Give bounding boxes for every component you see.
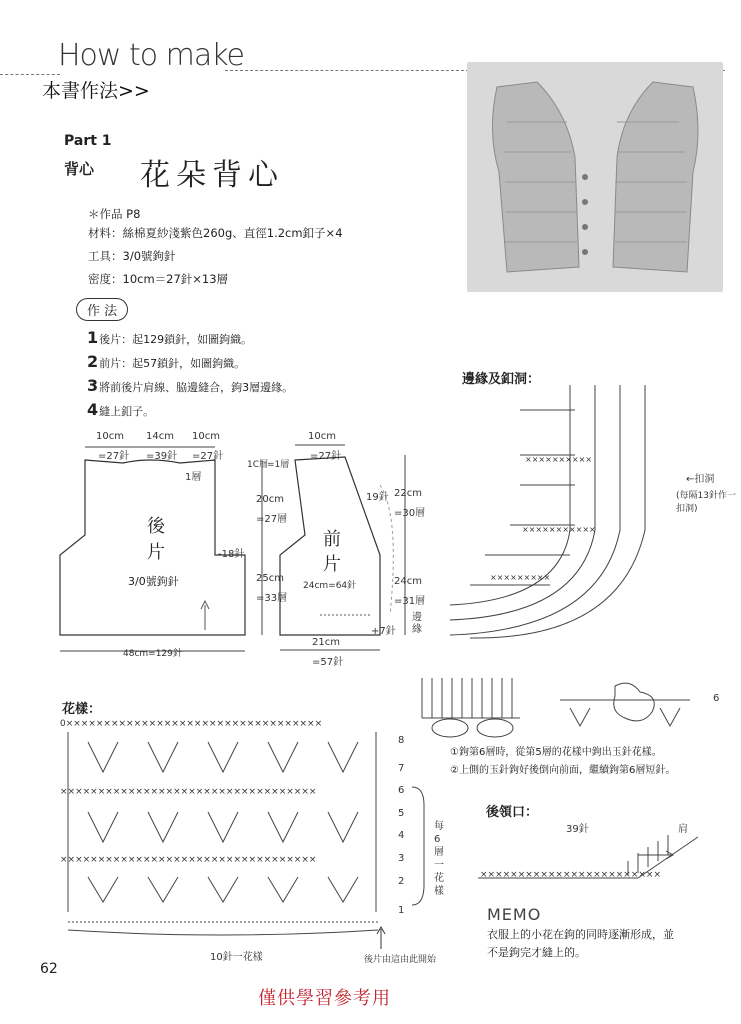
front-mid-label: 20cm [256,494,284,505]
part-name: 背心 [64,160,95,178]
info-tool: 工具：3/0號鉤針 [88,249,176,263]
back-layer-label: 1層 [185,472,202,483]
front-right-label-2: 24cm [394,576,422,587]
back-top-label-6: =27針 [192,451,224,462]
front-top-label-2: =27針 [310,451,342,462]
pattern-row-3: 3 [398,853,405,864]
svg-text:××××××××××××××××××××××××: ×××××××××××××××××××××××× [480,870,661,880]
part-label: Part 1 [64,133,112,149]
back-top-label-3: 14cm [146,431,174,442]
back-top-label-1: 10cm [96,431,124,442]
method-step-4: 4縫上釦子。 [87,400,155,419]
pattern-row-8: 8 [398,735,405,746]
border-chart [430,380,680,640]
pattern-chart [58,712,388,942]
back-hook: 3/0號鉤針 [128,575,179,588]
method-badge: 作 法 [76,298,128,321]
front-mid-label-2: =27層 [256,514,288,525]
front-top-label: 10cm [308,431,336,442]
svg-text:××××××××××××××××××××××××××××××: ×××××××××××××××××××××××××××××××××× [60,855,317,865]
pattern-repeat-note: 每6層一花樣 [434,821,444,897]
pattern-row-2: 2 [398,876,405,887]
pattern-repeat-bottom: 10針一花樣 [210,952,263,963]
back-top-label-2: =27針 [98,451,130,462]
front-side-label: 1C層 [247,460,269,470]
front-lower-label-2: =33層 [256,593,288,604]
pattern-repeat-bracket [410,785,430,910]
pattern-row-5: 5 [398,808,405,819]
svg-text:××××××××××: ×××××××××× [525,455,593,464]
watermark-text: 僅供學習參考用 [258,988,391,1009]
pattern-start-note: 後片由這由此開始 [364,955,437,965]
flower-note-1: ①鉤第6層時，從第5層的花樣中鉤出玉針花樣。 [450,747,662,758]
memo-line-2: 不是鉤完才縫上的。 [487,946,586,959]
info-item: ＊作品 P8 [88,207,141,221]
flower-detail-diagram [420,668,720,740]
front-right-label-1: 22cm [394,488,422,499]
neck-stitches-label: 39針 [566,824,589,835]
front-shoulder-label: 19針 [366,492,389,503]
back-bottom-label: 48cm=129針 [123,649,182,659]
front-width-label: 24cm=64針 [303,581,357,591]
front-right-label-2b: =31層 [394,596,426,607]
header-divider-left [0,74,60,75]
back-side-label: -18針 [218,549,245,560]
back-top-label-4: =39針 [146,451,178,462]
method-step-3: 3將前後片肩線、脇邊縫合，鉤3層邊緣。 [87,376,294,395]
header-subtitle: 本書作法>> [42,80,150,102]
svg-text:×××××××××××: ××××××××××× [522,525,596,534]
pattern-row-4: 4 [398,830,405,841]
front-edge-side-label: 邊緣 [412,612,422,635]
front-name-1: 前 [323,529,341,550]
method-step-2: 2前片：起57鎖針，如圖鉤織。 [87,352,246,371]
header-title: How to make [58,38,245,73]
pattern-title: 花樣： [62,702,102,717]
front-edge-label: +7針 [371,626,396,637]
start-arrow-icon [376,925,386,950]
neck-end-label: 肩 [678,824,688,835]
memo-line-1: 衣服上的小花在鉤的同時逐漸形成，並 [487,928,674,941]
page-number: 62 [40,961,58,977]
info-material: 材料：絲棉夏紗淺紫色260g、直徑1.2cm釦子×4 [88,226,343,240]
border-title: 邊緣及釦洞： [462,372,541,387]
back-name-2: 片 [147,542,165,563]
memo-title: MEMO [487,905,542,924]
back-name-1: 後 [147,516,165,537]
front-side-label-2: =1層 [267,460,290,470]
pattern-row-7: 7 [398,763,405,774]
front-name-2: 片 [323,554,341,575]
front-bottom-label-2: =57針 [312,657,344,668]
flower-note-2: ②上側的玉針鉤好後倒向前面，繼續鉤第6層短針。 [450,765,676,776]
svg-text:××××××××××××××××××××××××××××××: ×××××××××××××××××××××××××××××××××× [60,787,317,797]
info-gauge: 密度：10cm＝27針×13層 [88,272,229,286]
method-step-1: 1後片：起129鎖針，如圖鉤織。 [87,328,253,347]
vest-photo [467,62,723,292]
flower-row-label: 6 [713,693,720,704]
pattern-row-1: 1 [398,905,405,916]
neck-title: 後領口： [486,805,539,820]
svg-text:×××××××××: ××××××××× [490,573,551,582]
back-top-label-5: 10cm [192,431,220,442]
pattern-row-6: 6 [398,785,405,796]
front-right-label-1b: =30層 [394,508,426,519]
buttonhole-note: (每隔13針作一扣洞) [676,491,736,514]
neck-diagram [478,825,718,885]
front-bottom-label: 21cm [312,637,340,648]
buttonhole-label: ←扣洞 [686,474,715,485]
svg-text:0×××××××××××××××××××××××××××××: 0×××××××××××××××××××××××××××××××××× [60,719,323,729]
part-title: 花朵背心 [140,158,284,193]
front-lower-label: 25cm [256,573,284,584]
